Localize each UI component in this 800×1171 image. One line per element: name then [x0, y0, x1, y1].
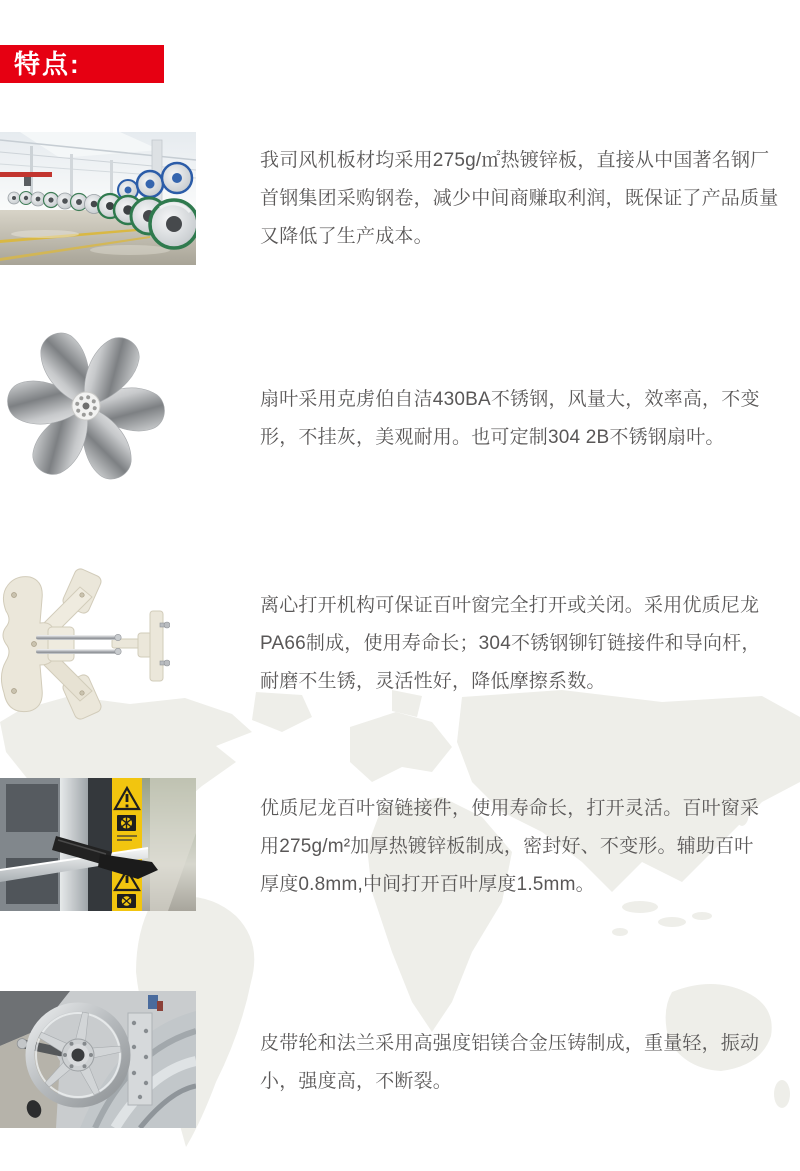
feature-text-mechanism: [260, 587, 790, 701]
text-line: 我司风机板材均采用275g/㎡热镀锌板，直接从中国著名钢厂: [260, 150, 770, 171]
stainless-steel-fan-blade-photo: [2, 330, 170, 484]
text-line: 小，强度高，不断裂。: [260, 1071, 453, 1092]
louver-hinge-closeup-photo: [0, 778, 196, 911]
text-line: 皮带轮和法兰采用高强度铝镁合金压铸制成，重量轻，振动: [260, 1033, 760, 1054]
text-line: 扇叶采用克虏伯自洁430BA不锈钢，风量大，效率高，不变: [260, 389, 760, 410]
text-line: PA66制成，使用寿命长；304不锈钢铆钉链接件和导向杆，: [260, 633, 761, 654]
centrifugal-opening-mechanism-photo: [0, 565, 170, 723]
fan-hazard-icon: [117, 894, 136, 908]
text-line: 耐磨不生锈，灵活性好，降低摩擦系数。: [260, 671, 606, 692]
text-line: 用275g/m²加厚热镀锌板制成，密封好、不变形。辅助百叶: [260, 836, 754, 857]
feature-text-louver: [260, 790, 790, 904]
text-line: 首钢集团采购钢卷，减少中间商赚取利润，既保证了产品质量: [260, 188, 779, 209]
text-line: 形，不挂灰，美观耐用。也可定制304 2B不锈钢扇叶。: [260, 427, 725, 448]
belt-pulley-flange-photo: [0, 991, 196, 1128]
features-banner-label: 特点:: [14, 49, 81, 79]
features-banner: [0, 45, 164, 83]
feature-text-fan-blade: [260, 381, 790, 457]
steel-coils-warehouse-photo: [0, 132, 196, 265]
text-line: 又降低了生产成本。: [260, 226, 433, 247]
text-line: 离心打开机构可保证百叶窗完全打开或关闭。采用优质尼龙: [260, 595, 760, 616]
feature-text-steel: [260, 142, 790, 256]
feature-text-pulley: [260, 1025, 790, 1101]
text-line: 厚度0.8mm,中间打开百叶厚度1.5mm。: [260, 874, 595, 895]
text-line: 优质尼龙百叶窗链接件，使用寿命长，打开灵活。百叶窗采: [260, 798, 760, 819]
fan-hazard-icon: [117, 815, 136, 831]
